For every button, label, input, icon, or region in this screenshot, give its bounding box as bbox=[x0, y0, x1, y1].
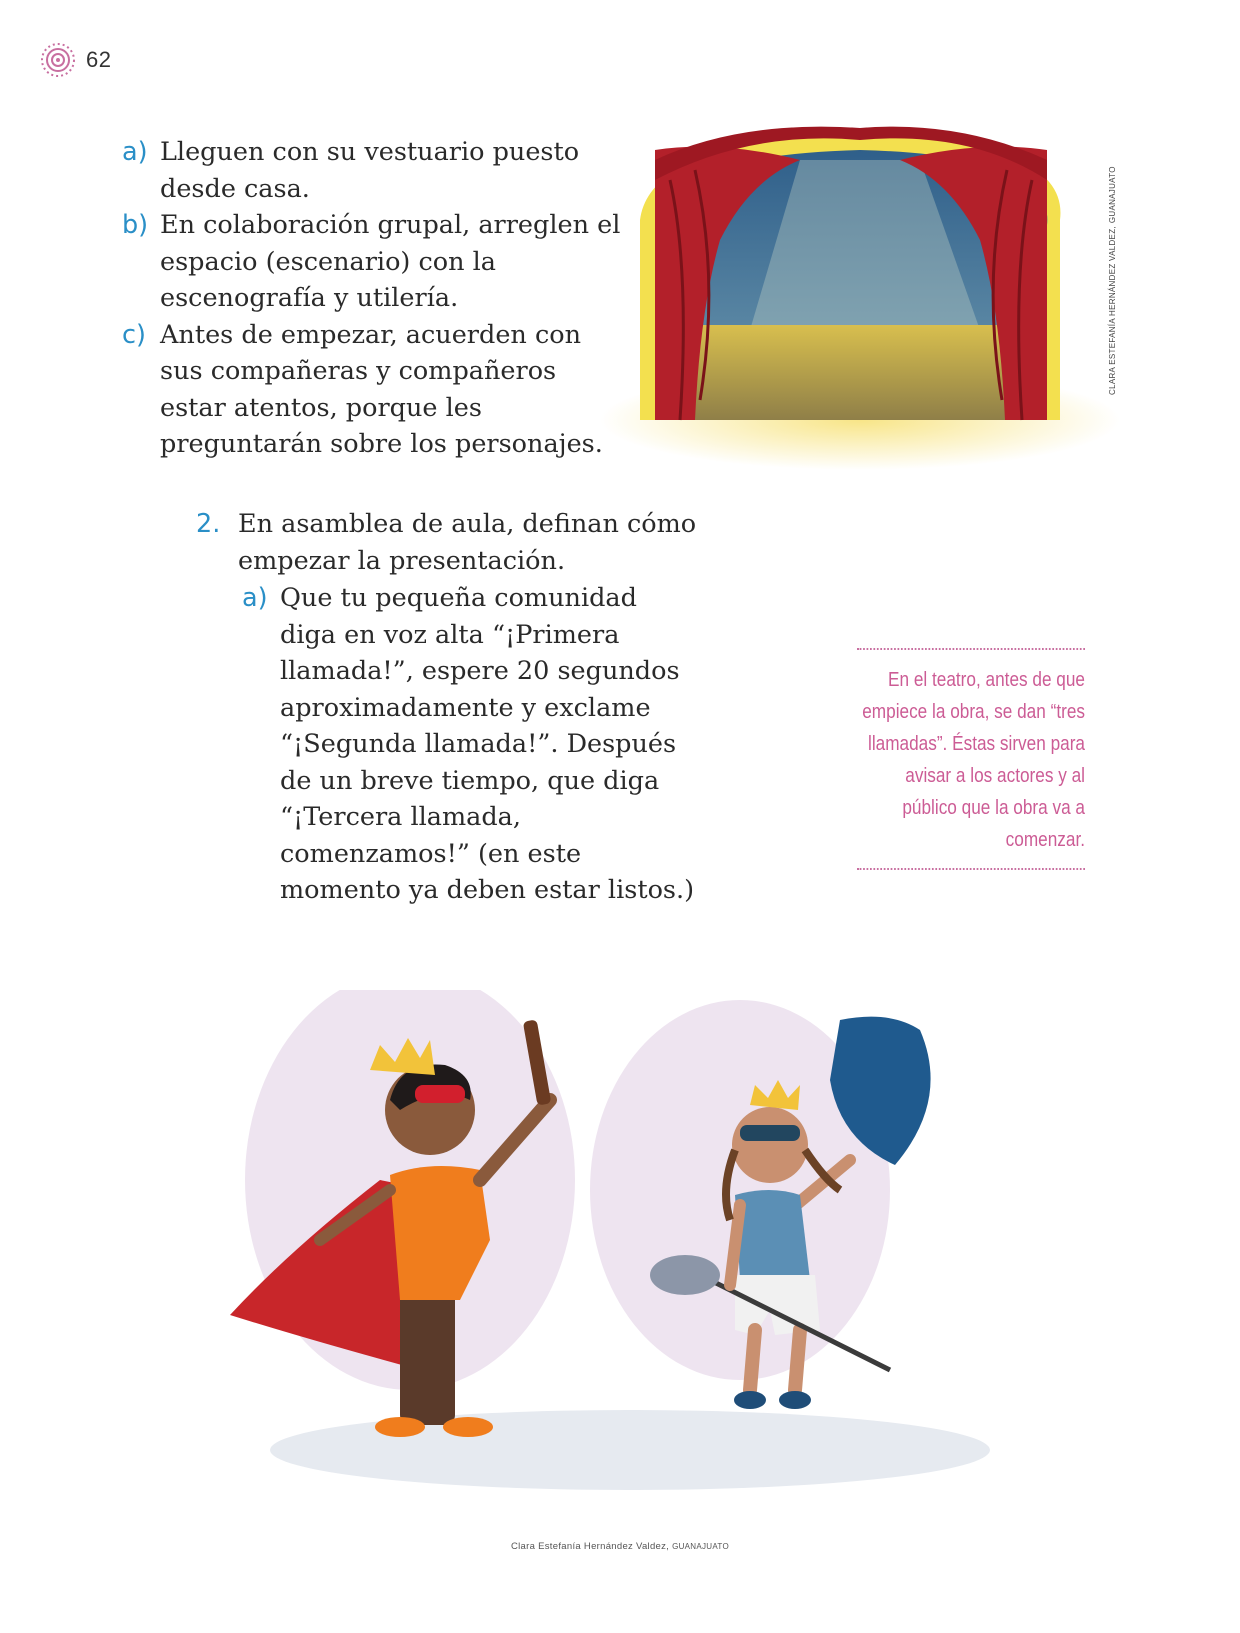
step-2 bbox=[196, 506, 698, 579]
boy-shoe-right bbox=[443, 1417, 493, 1437]
girl-leg-right bbox=[795, 1330, 800, 1390]
spiral-flower-icon bbox=[40, 42, 76, 78]
list-marker: b) bbox=[122, 210, 149, 240]
list-item-text: Lleguen con su vestuario puesto desde casa. bbox=[160, 137, 580, 204]
list-item-text: Que tu pequeña comunidad diga en voz alta “¡Primera llamada!”, espere 20 segundos aproximadamente y exclame “¡Segunda llamada!”. Después de un breve tiempo, que diga “¡Tercera llamada, comenzamos!” (en este momento ya deben estar listos.) bbox=[280, 583, 695, 905]
girl-head bbox=[732, 1107, 808, 1183]
children-illustration-credit bbox=[0, 1541, 1240, 1552]
activity-list bbox=[122, 134, 630, 463]
step-2-sublist bbox=[242, 580, 700, 909]
side-note: En el teatro, antes de que empiece la obra, se dan “tres llamadas”. Éstas sirven para avisar a los actores y al público que la obra va a comenzar. bbox=[857, 648, 1085, 870]
list-item-text: Antes de empezar, acuerden con sus compañeras y compañeros estar atentos, porque les preguntarán sobre los personajes. bbox=[160, 319, 603, 459]
children-illustration bbox=[230, 990, 1010, 1530]
girl-shoe-left bbox=[734, 1391, 766, 1409]
credit-state: GUANAJUATO bbox=[672, 1542, 729, 1551]
girl-shirt bbox=[735, 1190, 810, 1280]
list-item bbox=[122, 134, 630, 207]
girl-shoe-right bbox=[779, 1391, 811, 1409]
stage-illustration-credit bbox=[1107, 166, 1118, 395]
list-item bbox=[242, 580, 700, 909]
boy-legs bbox=[400, 1290, 455, 1425]
girl-mask bbox=[740, 1125, 800, 1141]
page-number: 62 bbox=[86, 47, 112, 72]
ground-shadow bbox=[270, 1410, 990, 1490]
boy-shoe-left bbox=[375, 1417, 425, 1437]
list-item bbox=[122, 317, 630, 463]
hobby-horse-head bbox=[650, 1255, 720, 1295]
step-text: En asamblea de aula, definan cómo empezar la presentación. bbox=[238, 509, 697, 576]
page-header bbox=[40, 42, 111, 78]
credit-author: Clara Estefanía Hernández Valdez, bbox=[510, 1541, 670, 1552]
credit-state: GUANAJUATO bbox=[1108, 166, 1117, 224]
step-number: 2. bbox=[196, 509, 221, 539]
girl-leg-left bbox=[750, 1330, 755, 1390]
list-item bbox=[122, 207, 630, 317]
credit-author: CLARA ESTEFANÍA HERNÁNDEZ VALDEZ, bbox=[1108, 226, 1117, 395]
list-item-text: En colaboración grupal, arreglen el espacio (escenario) con la escenografía y utilería. bbox=[160, 210, 621, 313]
stage-floor bbox=[655, 325, 1047, 420]
boy-mask bbox=[415, 1085, 465, 1103]
list-marker: c) bbox=[122, 319, 146, 350]
list-marker: a) bbox=[122, 137, 148, 167]
list-marker: a) bbox=[242, 583, 268, 613]
stage-illustration bbox=[600, 120, 1120, 480]
